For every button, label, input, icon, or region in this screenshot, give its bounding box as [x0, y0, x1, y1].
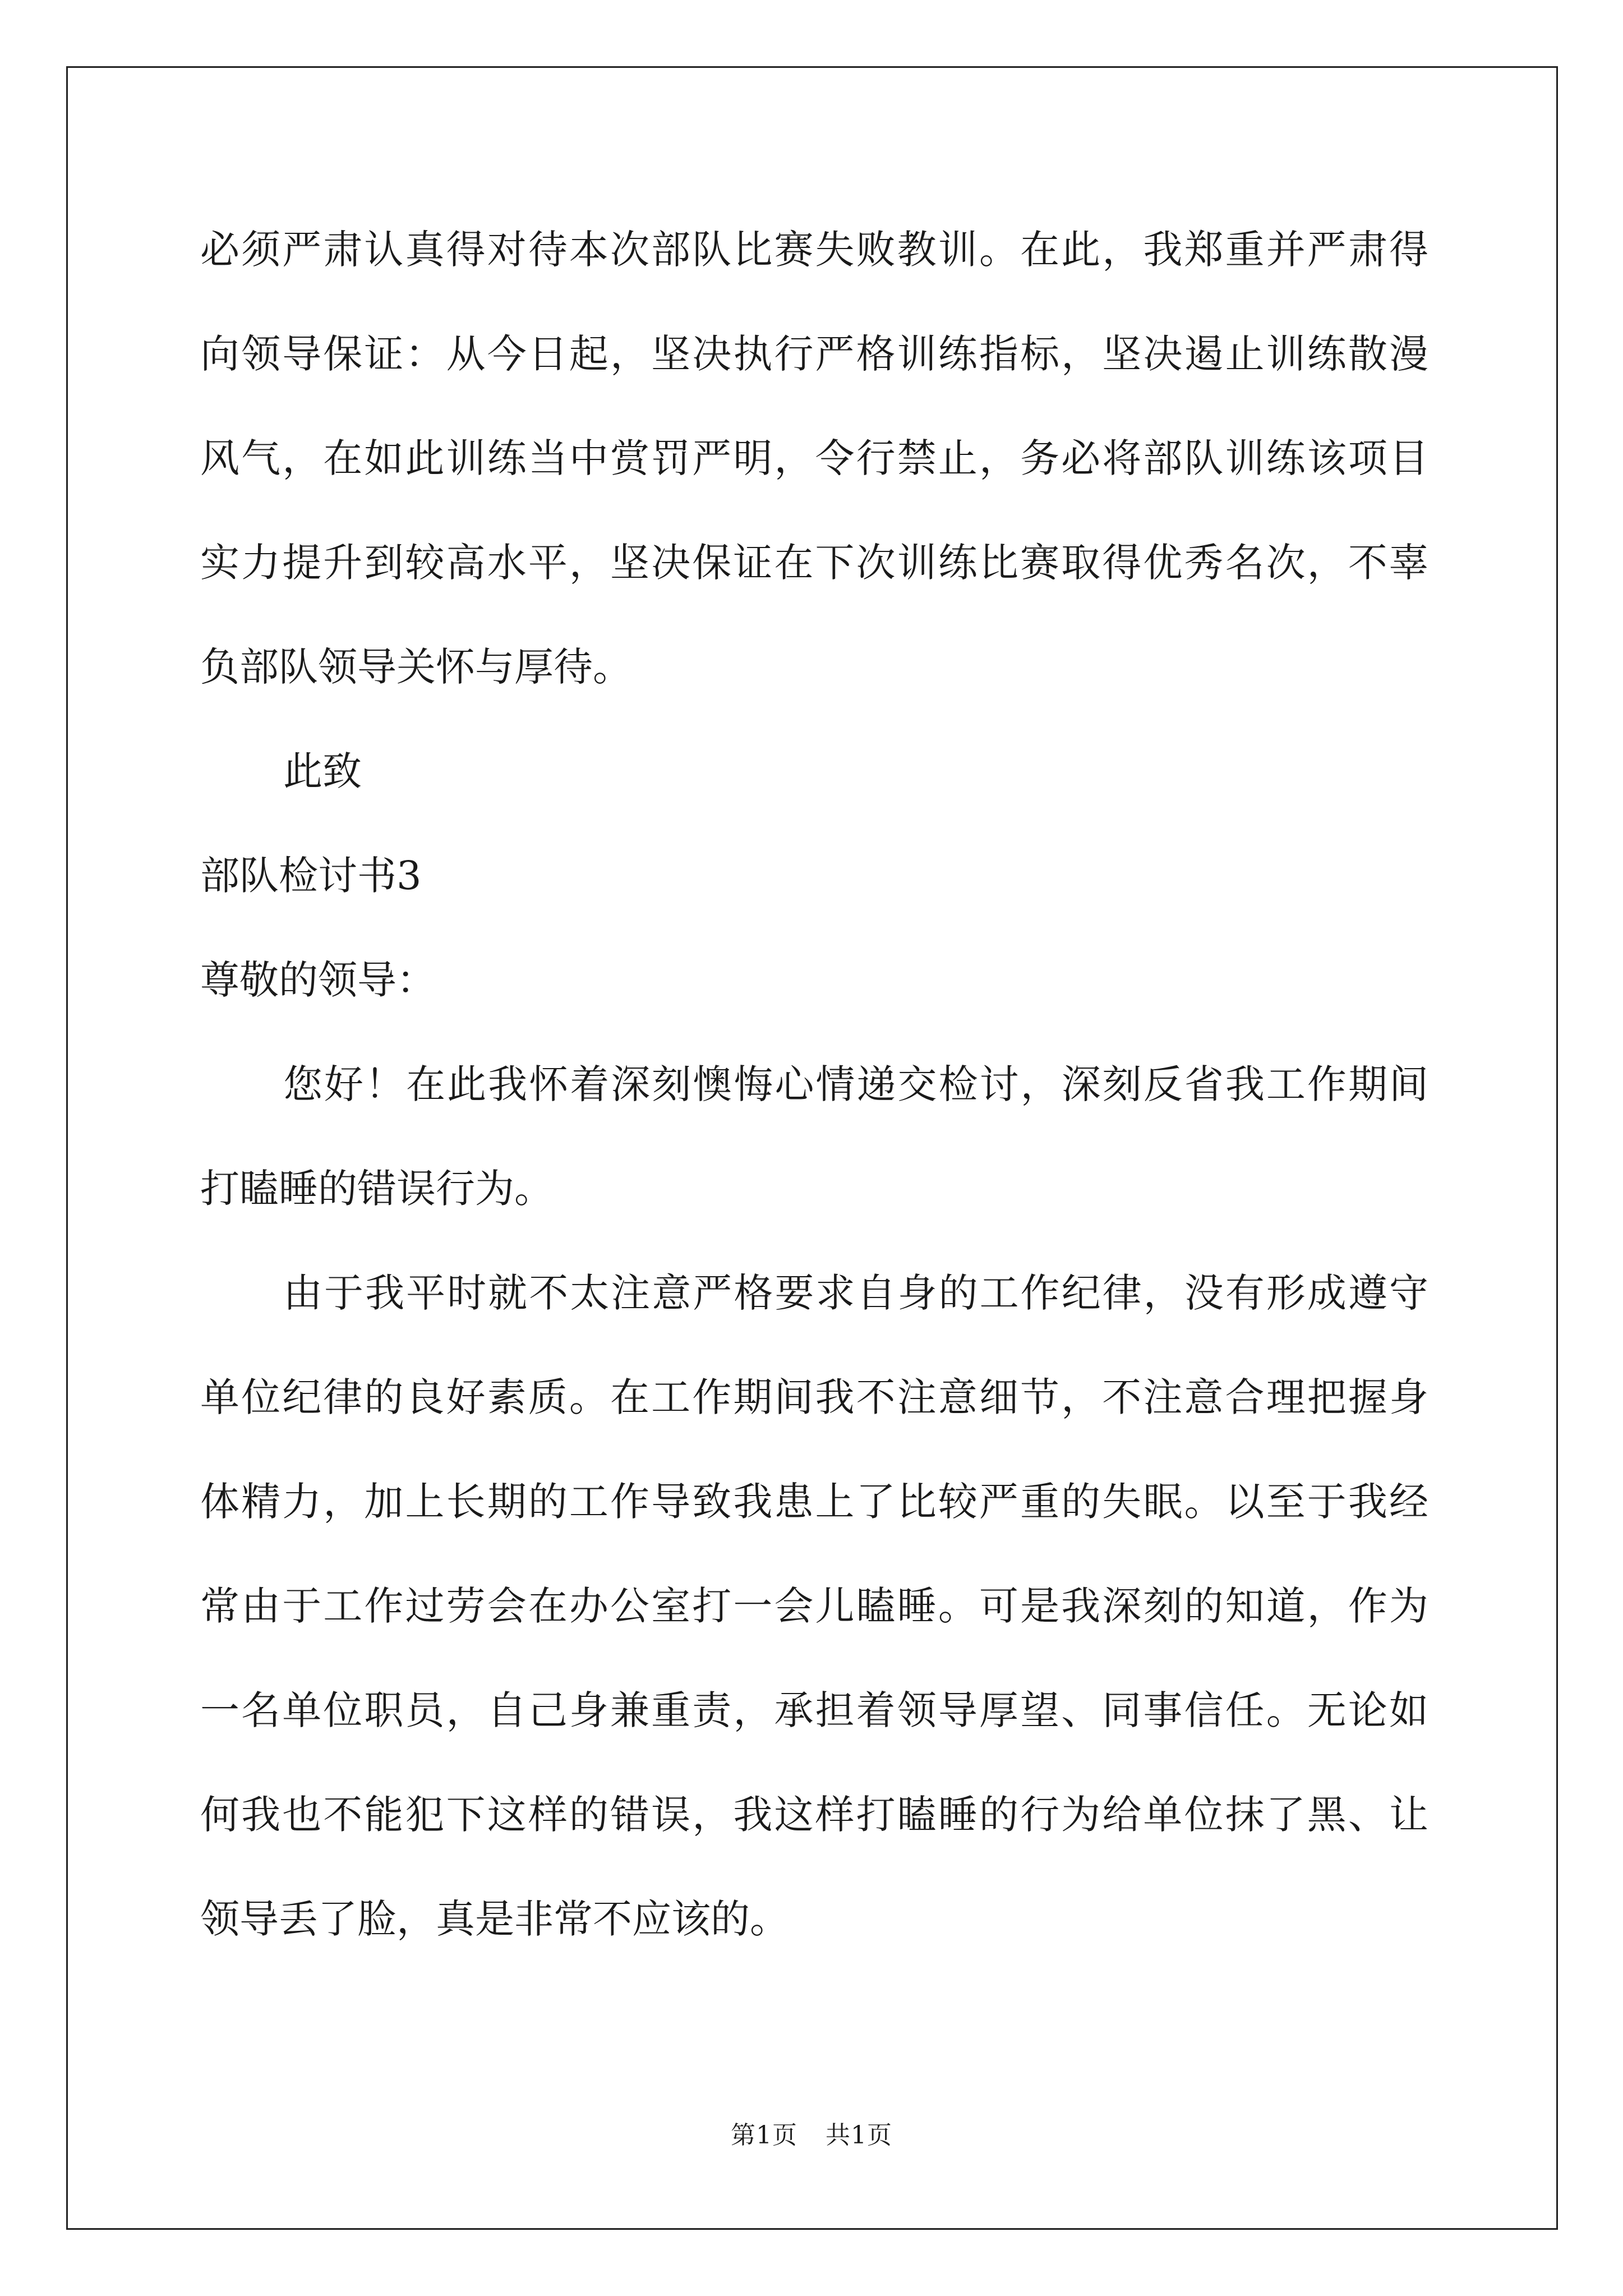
text-line: 一名单位职员，自己身兼重责，承担着领导厚望、同事信任。无论如 — [200, 1687, 1428, 1733]
text-line: 风气，在如此训练当中赏罚严明，令行禁止，务必将部队训练该项目 — [200, 435, 1428, 481]
text-line: 您好！在此我怀着深刻懊悔心情递交检讨，深刻反省我工作期间 — [283, 1061, 1428, 1107]
salutation: 尊敬的领导： — [200, 957, 436, 1003]
text-line: 负部队领导关怀与厚待。 — [200, 644, 632, 690]
salutation-closing: 此致 — [283, 748, 362, 794]
text-line: 体精力，加上长期的工作导致我患上了比较严重的失眠。以至于我经 — [200, 1479, 1428, 1525]
text-line: 必须严肃认真得对待本次部队比赛失败教训。在此，我郑重并严肃得 — [200, 227, 1428, 273]
section-heading: 部队检讨书3 — [200, 853, 422, 899]
page-total: 共1页 — [826, 2121, 892, 2150]
text-line: 常由于工作过劳会在办公室打一会儿瞌睡。可是我深刻的知道，作为 — [200, 1583, 1428, 1629]
text-line: 打瞌睡的错误行为。 — [200, 1166, 554, 1212]
text-line: 由于我平时就不太注意严格要求自身的工作纪律，没有形成遵守 — [283, 1270, 1428, 1316]
text-line: 领导丢了脸，真是非常不应该的。 — [200, 1896, 789, 1942]
document-body — [200, 220, 1428, 1994]
page-footer — [0, 2115, 1623, 2151]
text-line: 向领导保证：从今日起，坚决执行严格训练指标，坚决遏止训练散漫 — [200, 331, 1428, 377]
text-line: 何我也不能犯下这样的错误，我这样打瞌睡的行为给单位抹了黑、让 — [200, 1792, 1428, 1838]
page-number: 第1页 — [731, 2121, 797, 2150]
text-line: 单位纪律的良好素质。在工作期间我不注意细节，不注意合理把握身 — [200, 1374, 1428, 1420]
text-line: 实力提升到较高水平，坚决保证在下次训练比赛取得优秀名次，不辜 — [200, 540, 1428, 586]
